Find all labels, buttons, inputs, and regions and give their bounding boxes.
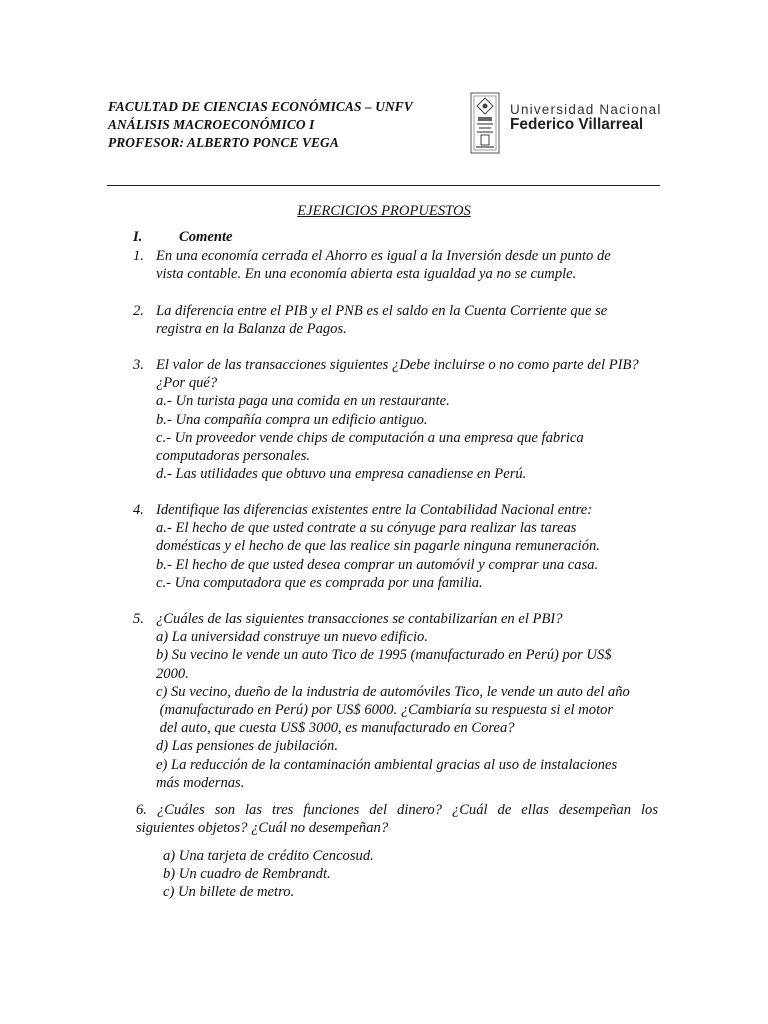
question-line: siguientes objetos? ¿Cuál no desempeñan? — [136, 820, 389, 837]
question-option: d.- Las utilidades que obtuvo una empresa canadiense en Perú. — [156, 466, 527, 483]
document-header — [108, 98, 413, 152]
question-line: registra en la Balanza de Pagos. — [156, 321, 347, 338]
question-option: 2000. — [156, 665, 189, 682]
question-option: c) Su vecino, dueño de la industria de automóviles Tico, le vende un auto del año — [156, 683, 630, 700]
question-6-options — [163, 847, 374, 902]
question-2 — [133, 302, 658, 338]
question-line: Identifique las diferencias existentes entre la Contabilidad Nacional entre: — [156, 502, 593, 518]
header-professor: PROFESOR: ALBERTO PONCE VEGA — [108, 135, 339, 150]
question-line: En una economía cerrada el Ahorro es igual a la Inversión desde un punto de — [156, 248, 611, 264]
question-number: 5. — [133, 611, 144, 627]
question-option: b) Su vecino le vende un auto Tico de 1995 (manufacturado en Perú) por US$ — [156, 647, 612, 664]
question-option: b.- Una compañía compra un edificio antiguo. — [156, 411, 428, 428]
question-number: 2. — [133, 303, 144, 319]
question-option: más modernas. — [156, 774, 245, 791]
question-option: a) Una tarjeta de crédito Cencosud. — [163, 848, 374, 864]
question-option: a.- El hecho de que usted contrate a su cónyuge para realizar las tareas — [156, 520, 577, 537]
logo-text-federico: Federico Villarreal — [510, 116, 644, 133]
header-divider — [107, 185, 660, 186]
question-1 — [133, 247, 658, 283]
header-faculty: FACULTAD DE CIENCIAS ECONÓMICAS – UNFV — [108, 99, 413, 114]
page-title: EJERCICIOS PROPUESTOS — [297, 203, 471, 219]
question-option: del auto, que cuesta US$ 3000, es manufacturado en Corea? — [156, 720, 515, 737]
question-4 — [133, 501, 658, 592]
question-option: c.- Un proveedor vende chips de computación a una empresa que fabrica — [156, 429, 584, 446]
question-number: 4. — [133, 502, 144, 518]
question-option: d) Las pensiones de jubilación. — [156, 738, 339, 755]
question-option: a) La universidad construye un nuevo edificio. — [156, 629, 428, 646]
question-option: b) Un cuadro de Rembrandt. — [163, 866, 331, 883]
question-number: 3. — [133, 357, 144, 373]
section-heading — [133, 229, 233, 246]
question-option: b.- El hecho de que usted desea comprar un automóvil y comprar una casa. — [156, 556, 599, 573]
question-option: c) Un billete de metro. — [163, 884, 295, 901]
question-line: ¿Por qué? — [156, 375, 218, 392]
question-option: c.- Una computadora que es comprada por una familia. — [156, 574, 483, 591]
question-line: vista contable. En una economía abierta esta igualdad ya no se cumple. — [156, 266, 577, 283]
question-5 — [133, 610, 658, 792]
question-option: a.- Un turista paga una comida en un restaurante. — [156, 393, 450, 410]
question-number: 1. — [133, 248, 144, 264]
header-course: ANÁLISIS MACROECONÓMICO I — [108, 117, 315, 132]
university-seal-icon — [470, 92, 500, 154]
university-logo — [470, 92, 660, 156]
question-option: e) La reducción de la contaminación ambiental gracias al uso de instalaciones — [156, 756, 618, 773]
question-option: (manufacturado en Perú) por US$ 6000. ¿Cambiaría su respuesta si el motor — [156, 702, 614, 719]
question-line: 6. ¿Cuáles son las tres funciones del dinero? ¿Cuál de ellas desempeñan los — [136, 802, 658, 818]
section-label: Comente — [179, 229, 233, 245]
logo-text-universidad: Universidad Nacional — [510, 102, 662, 117]
question-3 — [133, 356, 658, 483]
question-option: domésticas y el hecho de que las realice sin pagarle ninguna remuneración. — [156, 538, 600, 555]
question-line: ¿Cuáles de las siguientes transacciones se contabilizarían en el PBI? — [156, 611, 563, 627]
question-6 — [136, 801, 658, 837]
section-number: I. — [133, 229, 143, 245]
question-line: El valor de las transacciones siguientes ¿Debe incluirse o no como parte del PIB? — [156, 357, 639, 373]
question-line: La diferencia entre el PIB y el PNB es el saldo en la Cuenta Corriente que se — [156, 303, 608, 319]
question-option: computadoras personales. — [156, 448, 311, 465]
